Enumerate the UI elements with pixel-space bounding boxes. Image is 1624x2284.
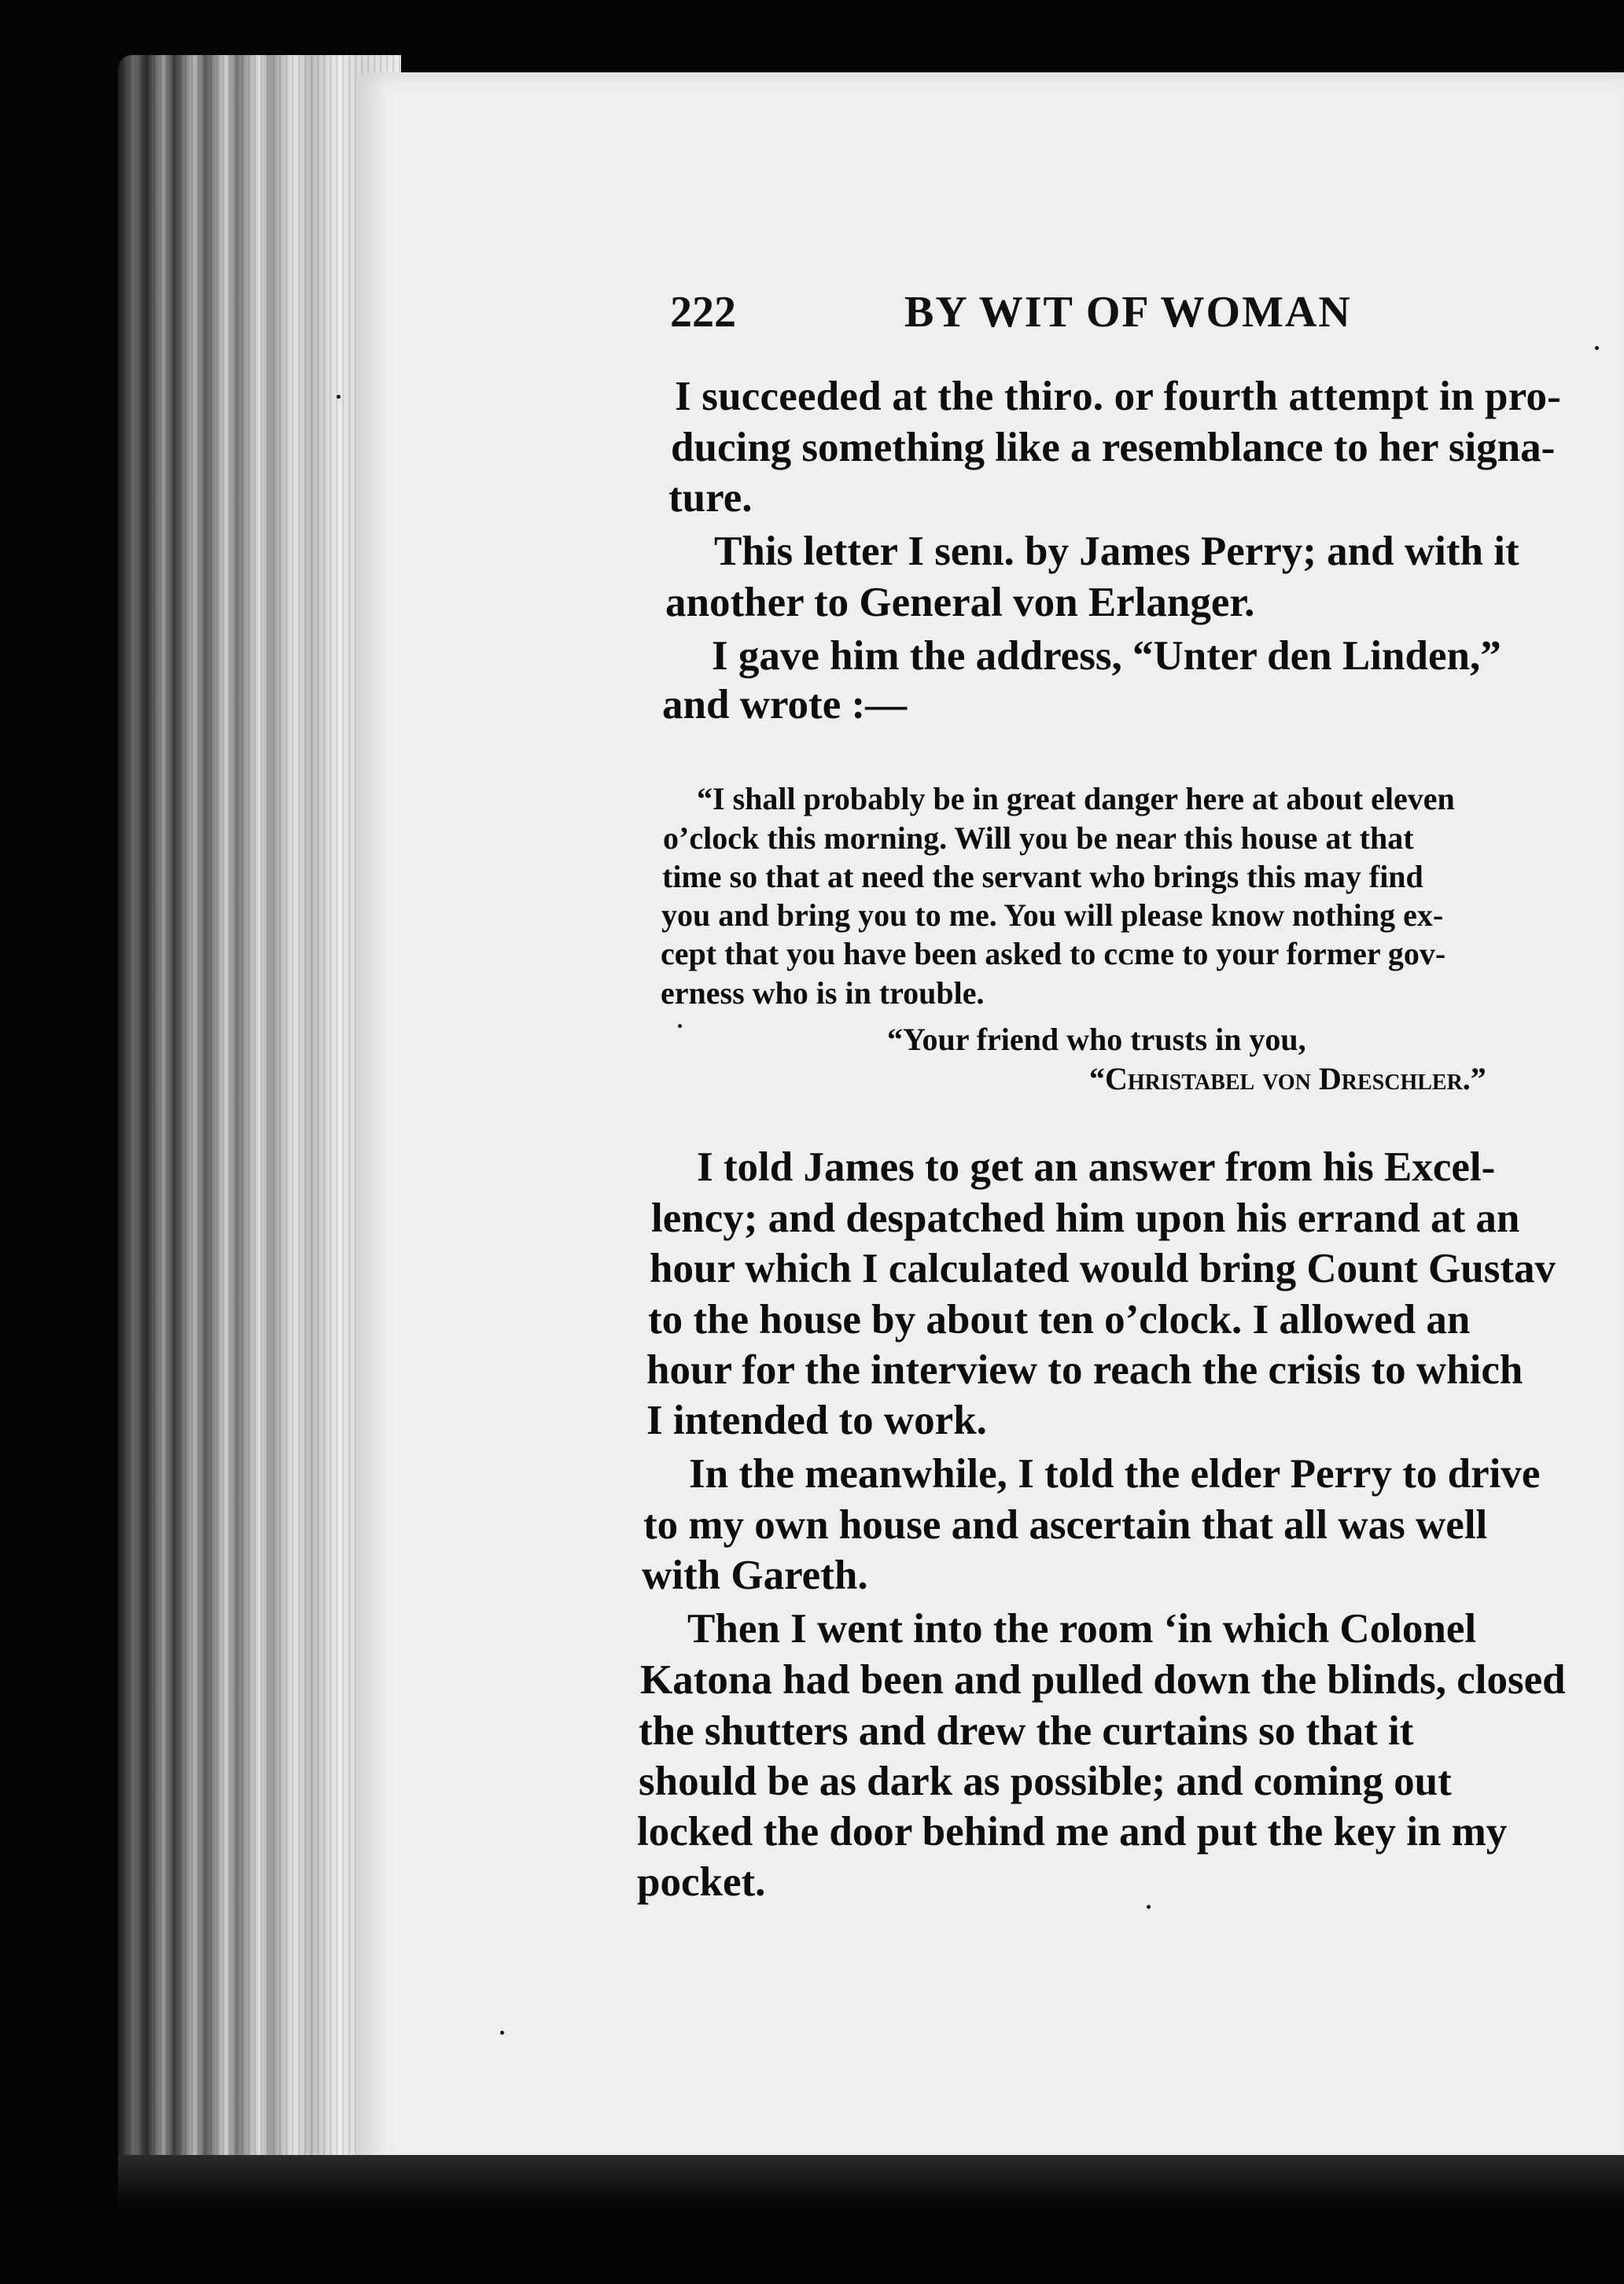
body-line: This letter I senı. by James Perry; and with it	[714, 529, 1519, 574]
body-line: Then I went into the room ‘in which Colonel	[687, 1606, 1477, 1652]
letter-closing: “Your friend who trusts in you,	[887, 1022, 1306, 1057]
body-line: I succeeded at the thirᴏ. or fourth attempt in pro-	[675, 374, 1562, 419]
letter-line: “I shall probably be in great danger here at about eleven	[697, 781, 1455, 816]
body-line: the shutters and drew the curtains so that it	[639, 1708, 1414, 1754]
body-line: another to General von Erlanger.	[665, 580, 1255, 625]
body-line: should be as dark as possible; and coming out	[639, 1759, 1452, 1804]
page-number: 222	[670, 288, 736, 337]
letter-line: time so that at need the servant who brings this may find	[662, 859, 1423, 894]
scan-speck	[1595, 346, 1599, 350]
body-line: ducing something like a resemblance to her signa-	[671, 425, 1556, 470]
letter-line: erness who is in trouble.	[661, 975, 985, 1011]
body-line: to the house by about ten o’clock. I allowed an	[648, 1297, 1471, 1343]
body-line: I intended to work.	[646, 1398, 987, 1443]
letter-line: o’clock this morning. Will you be near this house at that	[663, 820, 1414, 856]
body-line: with Gareth.	[642, 1553, 868, 1598]
body-line: I gave him the address, “Unter den Linden,”	[712, 633, 1501, 679]
body-line: locked the door behind me and put the key in my	[637, 1809, 1508, 1855]
scan-speck	[678, 1024, 682, 1028]
body-line: hour for the interview to reach the crisis to which	[646, 1347, 1523, 1393]
body-line: In the meanwhile, I told the elder Perry to drive	[689, 1451, 1541, 1497]
body-line: and wrote :—	[662, 682, 908, 728]
letter-line: cept that you have been asked to cᴄme to your former gov-	[661, 936, 1446, 971]
body-line: I told James to get an answer from his Excel-	[697, 1144, 1496, 1190]
letter-signature: “Christabel von Dreschler.”	[1089, 1061, 1486, 1096]
body-line: hour which I calculated would bring Count Gustav	[650, 1246, 1556, 1291]
body-line: ture.	[668, 475, 753, 521]
running-title: BY WIT OF WOMAN	[904, 288, 1352, 337]
scan-speck	[1147, 1905, 1151, 1909]
scan-speck	[500, 2031, 504, 2035]
body-line: Katona had been and pulled down the blinds, closed	[640, 1657, 1566, 1703]
body-line: pocket.	[637, 1859, 766, 1905]
scan-speck	[337, 395, 341, 399]
body-line: to my own house and ascertain that all was well	[643, 1502, 1488, 1548]
letter-line: you and bring you to me. You will please know nothing ex-	[661, 897, 1444, 933]
body-line: lency; and despatched him upon his errand at an	[651, 1195, 1520, 1241]
